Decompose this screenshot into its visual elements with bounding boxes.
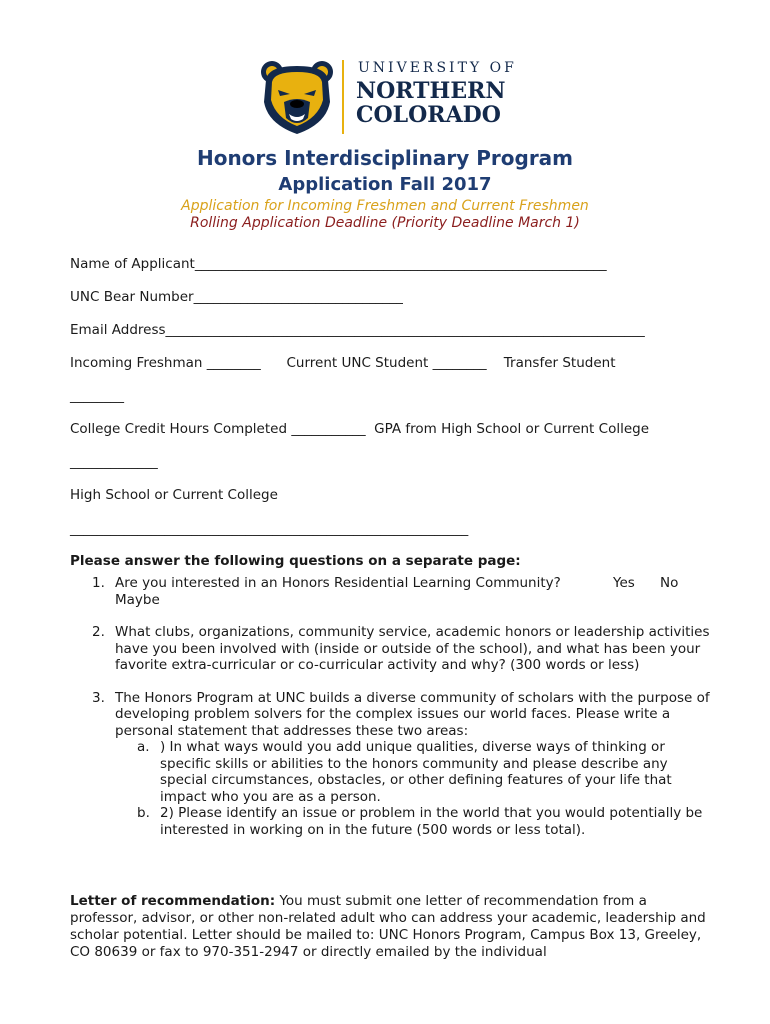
option-maybe[interactable]: Maybe — [115, 591, 160, 608]
credit-gpa-row[interactable]: College Credit Hours Completed ___________ GPA from High School or Current College — [70, 421, 650, 437]
credit-gpa-continuation[interactable]: _____________ — [70, 454, 158, 470]
application-subtitle: Application for Incoming Freshmen and Current Freshmen — [181, 198, 589, 214]
question-2 — [70, 624, 710, 674]
question-3b — [115, 805, 710, 838]
question-number: 1. — [92, 575, 105, 591]
question-1-text: Are you interested in an Honors Residential Learning Community? — [115, 575, 561, 591]
letter-of-recommendation — [70, 893, 710, 961]
letter-label: Letter of recommendation: — [70, 893, 276, 909]
bear-number-field[interactable]: UNC Bear Number_______________________________ — [70, 289, 403, 305]
high-school-label: High School or Current College — [70, 487, 278, 503]
deadline-subtitle: Rolling Application Deadline (Priority Deadline March 1) — [190, 215, 580, 231]
questions-heading: Please answer the following questions on a separate page: — [70, 553, 521, 569]
question-3 — [70, 690, 710, 839]
option-no[interactable]: No — [660, 575, 679, 591]
program-title: Honors Interdisciplinary Program — [196, 146, 574, 170]
unc-logo — [258, 58, 518, 138]
status-row[interactable]: Incoming Freshman ________ Current UNC Student ________ Transfer Student — [70, 355, 616, 371]
high-school-field[interactable]: ___________________________________________________________ — [70, 521, 469, 537]
option-yes[interactable]: Yes — [613, 575, 635, 591]
logo-northern: NORTHERN — [356, 78, 506, 104]
bear-logo-icon — [258, 58, 336, 136]
application-title: Application Fall 2017 — [278, 174, 492, 195]
logo-colorado: COLORADO — [356, 102, 501, 128]
questions-list — [70, 575, 710, 854]
sub-letter: a. — [137, 739, 150, 755]
status-row-continuation[interactable]: ________ — [70, 388, 124, 404]
sub-letter: b. — [137, 805, 150, 821]
logo-university-of: UNIVERSITY OF — [358, 60, 517, 76]
question-3b-text: 2) Please identify an issue or problem in the world that you would potentially be interested in working on in the future (500 words or less total). — [160, 805, 703, 838]
question-1 — [70, 575, 710, 608]
question-number: 2. — [92, 624, 105, 640]
question-3a — [115, 739, 710, 805]
question-number: 3. — [92, 689, 105, 706]
question-2-text: What clubs, organizations, community service, academic honors or leadership activities have you been involved with (inside or outside of the school), and what has been your favorite extra-curricular or co-curricular activity and why? (300 words or less) — [115, 624, 710, 673]
email-field[interactable]: Email Address_______________________________________________________________________ — [70, 322, 645, 338]
letter-text: You must submit one letter of recommendation from a professor, advisor, or other non-related adult who can address your academic, leadership and scholar potential. Letter should be mailed to: UNC Honors Program, Campus Box 13, Greeley, CO 80639 or fax to 970-351-2947 or directly emailed by the individual — [70, 893, 706, 960]
logo-divider — [342, 60, 344, 134]
question-3a-text: ) In what ways would you add unique qualities, diverse ways of thinking or specific skills or abilities to the honors community and please describe any special circumstances, obstacles, or other defining features of your life that impact who you are as a person. — [160, 739, 672, 805]
question-3-text: The Honors Program at UNC builds a diverse community of scholars with the purpose of developing problem solvers for the complex issues our world faces. Please write a personal statement that addresses these two areas: — [115, 689, 710, 739]
name-field[interactable]: Name of Applicant_____________________________________________________________ — [70, 256, 607, 272]
question-3-sublist — [115, 739, 710, 838]
